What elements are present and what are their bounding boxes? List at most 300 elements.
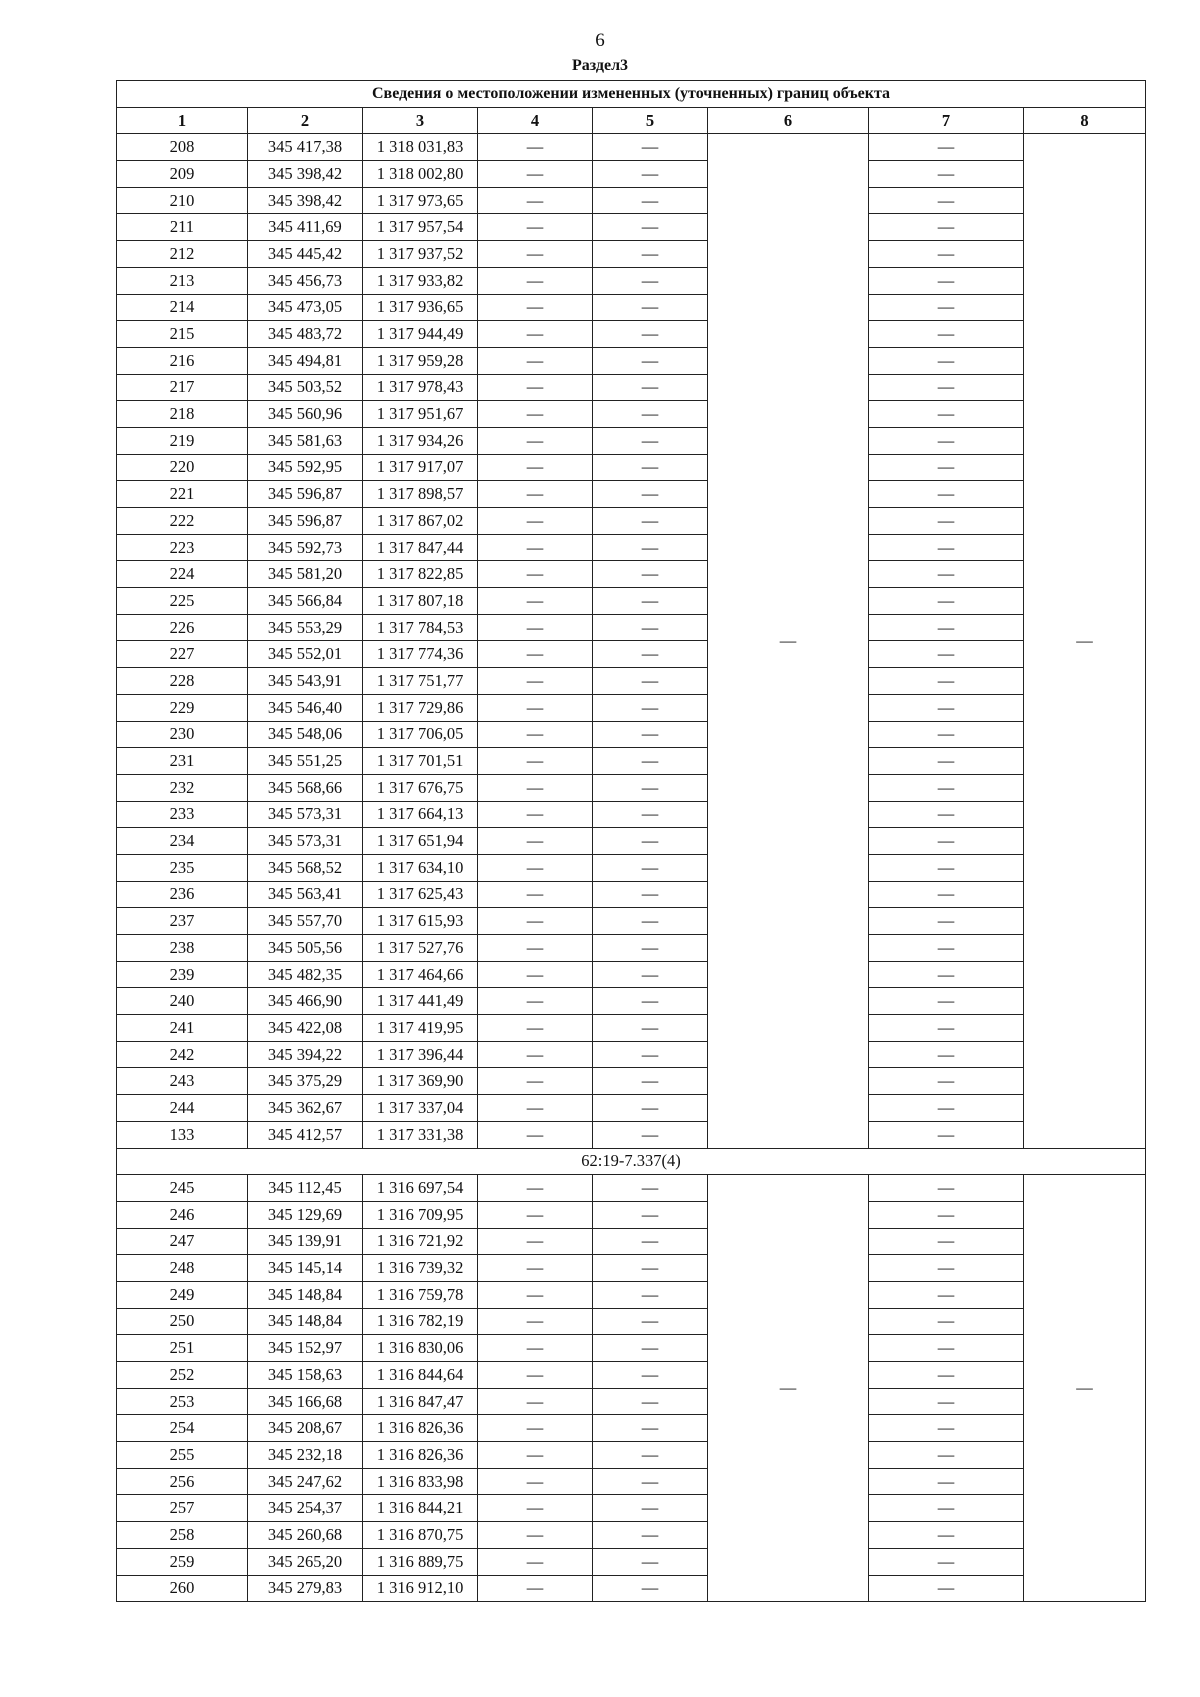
col6-merged-dash: —: [708, 134, 869, 1148]
parcel-label-row: [117, 1148, 1146, 1175]
x-coordinate: 345 494,81: [248, 347, 363, 374]
table-row: [117, 961, 1146, 988]
col7-dash: —: [869, 641, 1024, 668]
point-number: 247: [117, 1228, 248, 1255]
col7-dash: —: [869, 908, 1024, 935]
col4-dash: —: [478, 267, 593, 294]
x-coordinate: 345 573,31: [248, 801, 363, 828]
col4-dash: —: [478, 1201, 593, 1228]
col4-dash: —: [478, 1388, 593, 1415]
col7-dash: —: [869, 1415, 1024, 1442]
y-coordinate: 1 317 774,36: [363, 641, 478, 668]
y-coordinate: 1 317 396,44: [363, 1041, 478, 1068]
y-coordinate: 1 316 912,10: [363, 1575, 478, 1602]
point-number: 225: [117, 588, 248, 615]
col4-dash: —: [478, 401, 593, 428]
col5-dash: —: [593, 1522, 708, 1549]
y-coordinate: 1 317 973,65: [363, 187, 478, 214]
col5-dash: —: [593, 1281, 708, 1308]
x-coordinate: 345 568,52: [248, 854, 363, 881]
point-number: 237: [117, 908, 248, 935]
point-number: 257: [117, 1495, 248, 1522]
col4-dash: —: [478, 1228, 593, 1255]
y-coordinate: 1 317 706,05: [363, 721, 478, 748]
col5-dash: —: [593, 294, 708, 321]
point-number: 209: [117, 161, 248, 188]
col5-dash: —: [593, 1175, 708, 1202]
col5-dash: —: [593, 828, 708, 855]
col4-dash: —: [478, 294, 593, 321]
point-number: 260: [117, 1575, 248, 1602]
column-number: 8: [1024, 107, 1146, 134]
col5-dash: —: [593, 1015, 708, 1042]
col5-dash: —: [593, 1468, 708, 1495]
point-number: 240: [117, 988, 248, 1015]
x-coordinate: 345 265,20: [248, 1548, 363, 1575]
table-row: [117, 1468, 1146, 1495]
point-number: 236: [117, 881, 248, 908]
col5-dash: —: [593, 748, 708, 775]
col5-dash: —: [593, 347, 708, 374]
x-coordinate: 345 551,25: [248, 748, 363, 775]
col7-dash: —: [869, 1308, 1024, 1335]
y-coordinate: 1 316 826,36: [363, 1415, 478, 1442]
col7-dash: —: [869, 187, 1024, 214]
point-number: 228: [117, 668, 248, 695]
x-coordinate: 345 552,01: [248, 641, 363, 668]
y-coordinate: 1 317 957,54: [363, 214, 478, 241]
col4-dash: —: [478, 508, 593, 535]
col7-dash: —: [869, 508, 1024, 535]
table-row: [117, 481, 1146, 508]
point-number: 215: [117, 321, 248, 348]
col4-dash: —: [478, 1415, 593, 1442]
point-number: 224: [117, 561, 248, 588]
col7-dash: —: [869, 1522, 1024, 1549]
x-coordinate: 345 260,68: [248, 1522, 363, 1549]
y-coordinate: 1 317 978,43: [363, 374, 478, 401]
y-coordinate: 1 316 709,95: [363, 1201, 478, 1228]
col4-dash: —: [478, 988, 593, 1015]
table-caption: Сведения о местоположении измененных (уточненных) границ объекта: [117, 81, 1146, 108]
col7-dash: —: [869, 241, 1024, 268]
col7-dash: —: [869, 668, 1024, 695]
col7-dash: —: [869, 748, 1024, 775]
point-number: 233: [117, 801, 248, 828]
y-coordinate: 1 317 634,10: [363, 854, 478, 881]
col4-dash: —: [478, 961, 593, 988]
y-coordinate: 1 316 782,19: [363, 1308, 478, 1335]
col7-dash: —: [869, 534, 1024, 561]
col5-dash: —: [593, 1575, 708, 1602]
table-row: [117, 214, 1146, 241]
col7-dash: —: [869, 427, 1024, 454]
y-coordinate: 1 318 002,80: [363, 161, 478, 188]
y-coordinate: 1 316 844,21: [363, 1495, 478, 1522]
col7-dash: —: [869, 267, 1024, 294]
point-number: 214: [117, 294, 248, 321]
page-number: 6: [595, 30, 605, 51]
x-coordinate: 345 422,08: [248, 1015, 363, 1042]
col4-dash: —: [478, 374, 593, 401]
col5-dash: —: [593, 588, 708, 615]
table-row: [117, 1495, 1146, 1522]
table-row: [117, 881, 1146, 908]
x-coordinate: 345 543,91: [248, 668, 363, 695]
point-number: 216: [117, 347, 248, 374]
col7-dash: —: [869, 294, 1024, 321]
col4-dash: —: [478, 908, 593, 935]
table-row: [117, 1308, 1146, 1335]
x-coordinate: 345 483,72: [248, 321, 363, 348]
col5-dash: —: [593, 1548, 708, 1575]
col5-dash: —: [593, 1495, 708, 1522]
col5-dash: —: [593, 508, 708, 535]
col5-dash: —: [593, 881, 708, 908]
x-coordinate: 345 232,18: [248, 1442, 363, 1469]
table-row: [117, 241, 1146, 268]
table-row: [117, 347, 1146, 374]
point-number: 242: [117, 1041, 248, 1068]
col4-dash: —: [478, 134, 593, 161]
y-coordinate: 1 316 847,47: [363, 1388, 478, 1415]
table-row: [117, 134, 1146, 161]
y-coordinate: 1 316 844,64: [363, 1362, 478, 1389]
col4-dash: —: [478, 935, 593, 962]
col4-dash: —: [478, 241, 593, 268]
col7-dash: —: [869, 134, 1024, 161]
col5-dash: —: [593, 694, 708, 721]
table-row: [117, 427, 1146, 454]
y-coordinate: 1 317 937,52: [363, 241, 478, 268]
table-row: [117, 1228, 1146, 1255]
column-number: 3: [363, 107, 478, 134]
y-coordinate: 1 316 833,98: [363, 1468, 478, 1495]
table-row: [117, 1522, 1146, 1549]
col4-dash: —: [478, 588, 593, 615]
col7-dash: —: [869, 374, 1024, 401]
point-number: 226: [117, 614, 248, 641]
col5-dash: —: [593, 187, 708, 214]
y-coordinate: 1 317 729,86: [363, 694, 478, 721]
col4-dash: —: [478, 481, 593, 508]
table-row: [117, 1015, 1146, 1042]
y-coordinate: 1 317 625,43: [363, 881, 478, 908]
col5-dash: —: [593, 1228, 708, 1255]
x-coordinate: 345 158,63: [248, 1362, 363, 1389]
x-coordinate: 345 375,29: [248, 1068, 363, 1095]
col7-dash: —: [869, 694, 1024, 721]
col7-dash: —: [869, 1575, 1024, 1602]
table-row: [117, 908, 1146, 935]
col5-dash: —: [593, 134, 708, 161]
x-coordinate: 345 148,84: [248, 1308, 363, 1335]
x-coordinate: 345 503,52: [248, 374, 363, 401]
y-coordinate: 1 317 615,93: [363, 908, 478, 935]
y-coordinate: 1 317 934,26: [363, 427, 478, 454]
col5-dash: —: [593, 427, 708, 454]
col7-dash: —: [869, 1121, 1024, 1148]
col4-dash: —: [478, 1548, 593, 1575]
col5-dash: —: [593, 1308, 708, 1335]
col4-dash: —: [478, 454, 593, 481]
table-row: [117, 748, 1146, 775]
x-coordinate: 345 139,91: [248, 1228, 363, 1255]
col7-dash: —: [869, 1362, 1024, 1389]
col5-dash: —: [593, 1415, 708, 1442]
x-coordinate: 345 166,68: [248, 1388, 363, 1415]
point-number: 259: [117, 1548, 248, 1575]
col7-dash: —: [869, 214, 1024, 241]
col5-dash: —: [593, 908, 708, 935]
y-coordinate: 1 318 031,83: [363, 134, 478, 161]
table-row: [117, 508, 1146, 535]
x-coordinate: 345 145,14: [248, 1255, 363, 1282]
col4-dash: —: [478, 1281, 593, 1308]
table-row: [117, 534, 1146, 561]
col5-dash: —: [593, 321, 708, 348]
coordinates-table: [116, 80, 1146, 1602]
x-coordinate: 345 592,95: [248, 454, 363, 481]
point-number: 251: [117, 1335, 248, 1362]
y-coordinate: 1 317 867,02: [363, 508, 478, 535]
col5-dash: —: [593, 161, 708, 188]
column-number: 5: [593, 107, 708, 134]
table-row: [117, 1121, 1146, 1148]
x-coordinate: 345 254,37: [248, 1495, 363, 1522]
table-row: [117, 267, 1146, 294]
col4-dash: —: [478, 427, 593, 454]
table-row: [117, 321, 1146, 348]
x-coordinate: 345 129,69: [248, 1201, 363, 1228]
point-number: 249: [117, 1281, 248, 1308]
table-row: [117, 935, 1146, 962]
col4-dash: —: [478, 1442, 593, 1469]
x-coordinate: 345 581,20: [248, 561, 363, 588]
col7-dash: —: [869, 1548, 1024, 1575]
col4-dash: —: [478, 1362, 593, 1389]
col7-dash: —: [869, 854, 1024, 881]
table-row: [117, 1388, 1146, 1415]
col7-dash: —: [869, 1335, 1024, 1362]
col5-dash: —: [593, 961, 708, 988]
y-coordinate: 1 317 651,94: [363, 828, 478, 855]
col4-dash: —: [478, 1121, 593, 1148]
table-row: [117, 801, 1146, 828]
col4-dash: —: [478, 1068, 593, 1095]
x-coordinate: 345 482,35: [248, 961, 363, 988]
col5-dash: —: [593, 1201, 708, 1228]
col8-merged-dash: —: [1024, 134, 1146, 1148]
y-coordinate: 1 317 959,28: [363, 347, 478, 374]
col7-dash: —: [869, 454, 1024, 481]
col7-dash: —: [869, 1201, 1024, 1228]
col7-dash: —: [869, 1068, 1024, 1095]
col4-dash: —: [478, 1015, 593, 1042]
col7-dash: —: [869, 721, 1024, 748]
col5-dash: —: [593, 1442, 708, 1469]
x-coordinate: 345 563,41: [248, 881, 363, 908]
x-coordinate: 345 566,84: [248, 588, 363, 615]
point-number: 258: [117, 1522, 248, 1549]
y-coordinate: 1 317 847,44: [363, 534, 478, 561]
point-number: 244: [117, 1095, 248, 1122]
col4-dash: —: [478, 774, 593, 801]
col4-dash: —: [478, 321, 593, 348]
y-coordinate: 1 317 676,75: [363, 774, 478, 801]
x-coordinate: 345 466,90: [248, 988, 363, 1015]
col5-dash: —: [593, 1095, 708, 1122]
col7-dash: —: [869, 161, 1024, 188]
col6-merged-dash: —: [708, 1175, 869, 1602]
x-coordinate: 345 560,96: [248, 401, 363, 428]
col7-dash: —: [869, 588, 1024, 615]
col4-dash: —: [478, 614, 593, 641]
x-coordinate: 345 592,73: [248, 534, 363, 561]
y-coordinate: 1 317 898,57: [363, 481, 478, 508]
col7-dash: —: [869, 1495, 1024, 1522]
table-body: [117, 134, 1146, 1602]
x-coordinate: 345 411,69: [248, 214, 363, 241]
col5-dash: —: [593, 214, 708, 241]
col5-dash: —: [593, 1335, 708, 1362]
col7-dash: —: [869, 1015, 1024, 1042]
x-coordinate: 345 596,87: [248, 508, 363, 535]
col5-dash: —: [593, 935, 708, 962]
point-number: 243: [117, 1068, 248, 1095]
x-coordinate: 345 505,56: [248, 935, 363, 962]
col4-dash: —: [478, 641, 593, 668]
point-number: 248: [117, 1255, 248, 1282]
table-row: [117, 1201, 1146, 1228]
col4-dash: —: [478, 1575, 593, 1602]
table-row: [117, 721, 1146, 748]
y-coordinate: 1 316 826,36: [363, 1442, 478, 1469]
x-coordinate: 345 546,40: [248, 694, 363, 721]
y-coordinate: 1 317 917,07: [363, 454, 478, 481]
x-coordinate: 345 279,83: [248, 1575, 363, 1602]
x-coordinate: 345 473,05: [248, 294, 363, 321]
x-coordinate: 345 398,42: [248, 161, 363, 188]
col7-dash: —: [869, 1175, 1024, 1202]
point-number: 231: [117, 748, 248, 775]
table-row: [117, 1362, 1146, 1389]
col7-dash: —: [869, 1281, 1024, 1308]
col4-dash: —: [478, 1308, 593, 1335]
point-number: 241: [117, 1015, 248, 1042]
y-coordinate: 1 317 936,65: [363, 294, 478, 321]
y-coordinate: 1 317 701,51: [363, 748, 478, 775]
y-coordinate: 1 317 441,49: [363, 988, 478, 1015]
point-number: 239: [117, 961, 248, 988]
y-coordinate: 1 317 951,67: [363, 401, 478, 428]
col4-dash: —: [478, 881, 593, 908]
col4-dash: —: [478, 828, 593, 855]
y-coordinate: 1 317 331,38: [363, 1121, 478, 1148]
column-number: 2: [248, 107, 363, 134]
col5-dash: —: [593, 721, 708, 748]
col5-dash: —: [593, 1041, 708, 1068]
point-number: 219: [117, 427, 248, 454]
col5-dash: —: [593, 801, 708, 828]
x-coordinate: 345 445,42: [248, 241, 363, 268]
col4-dash: —: [478, 801, 593, 828]
x-coordinate: 345 581,63: [248, 427, 363, 454]
x-coordinate: 345 557,70: [248, 908, 363, 935]
y-coordinate: 1 317 933,82: [363, 267, 478, 294]
table-row: [117, 641, 1146, 668]
col4-dash: —: [478, 854, 593, 881]
table-row: [117, 1442, 1146, 1469]
point-number: 227: [117, 641, 248, 668]
col7-dash: —: [869, 481, 1024, 508]
table-row: [117, 1095, 1146, 1122]
table-row: [117, 1335, 1146, 1362]
col4-dash: —: [478, 347, 593, 374]
table-row: [117, 828, 1146, 855]
table-row: [117, 401, 1146, 428]
col7-dash: —: [869, 801, 1024, 828]
point-number: 255: [117, 1442, 248, 1469]
column-number: 4: [478, 107, 593, 134]
x-coordinate: 345 362,67: [248, 1095, 363, 1122]
y-coordinate: 1 316 739,32: [363, 1255, 478, 1282]
y-coordinate: 1 317 664,13: [363, 801, 478, 828]
col7-dash: —: [869, 1255, 1024, 1282]
point-number: 133: [117, 1121, 248, 1148]
table-row: [117, 1041, 1146, 1068]
col7-dash: —: [869, 401, 1024, 428]
y-coordinate: 1 316 697,54: [363, 1175, 478, 1202]
section-title: Раздел3: [571, 57, 629, 74]
y-coordinate: 1 317 751,77: [363, 668, 478, 695]
x-coordinate: 345 208,67: [248, 1415, 363, 1442]
table-row: [117, 588, 1146, 615]
col4-dash: —: [478, 1495, 593, 1522]
col7-dash: —: [869, 774, 1024, 801]
y-coordinate: 1 316 889,75: [363, 1548, 478, 1575]
x-coordinate: 345 568,66: [248, 774, 363, 801]
col7-dash: —: [869, 1228, 1024, 1255]
point-number: 253: [117, 1388, 248, 1415]
table-row: [117, 988, 1146, 1015]
col5-dash: —: [593, 774, 708, 801]
col7-dash: —: [869, 828, 1024, 855]
col5-dash: —: [593, 1255, 708, 1282]
point-number: 235: [117, 854, 248, 881]
point-number: 232: [117, 774, 248, 801]
x-coordinate: 345 553,29: [248, 614, 363, 641]
column-number: 1: [117, 107, 248, 134]
x-coordinate: 345 548,06: [248, 721, 363, 748]
col5-dash: —: [593, 561, 708, 588]
table-row: [117, 614, 1146, 641]
col5-dash: —: [593, 1121, 708, 1148]
column-number-row: [117, 107, 1146, 134]
table-row: [117, 1548, 1146, 1575]
col5-dash: —: [593, 374, 708, 401]
y-coordinate: 1 317 944,49: [363, 321, 478, 348]
col5-dash: —: [593, 401, 708, 428]
point-number: 230: [117, 721, 248, 748]
table-row: [117, 1175, 1146, 1202]
col7-dash: —: [869, 961, 1024, 988]
point-number: 220: [117, 454, 248, 481]
col5-dash: —: [593, 854, 708, 881]
point-number: 218: [117, 401, 248, 428]
col5-dash: —: [593, 1362, 708, 1389]
point-number: 246: [117, 1201, 248, 1228]
